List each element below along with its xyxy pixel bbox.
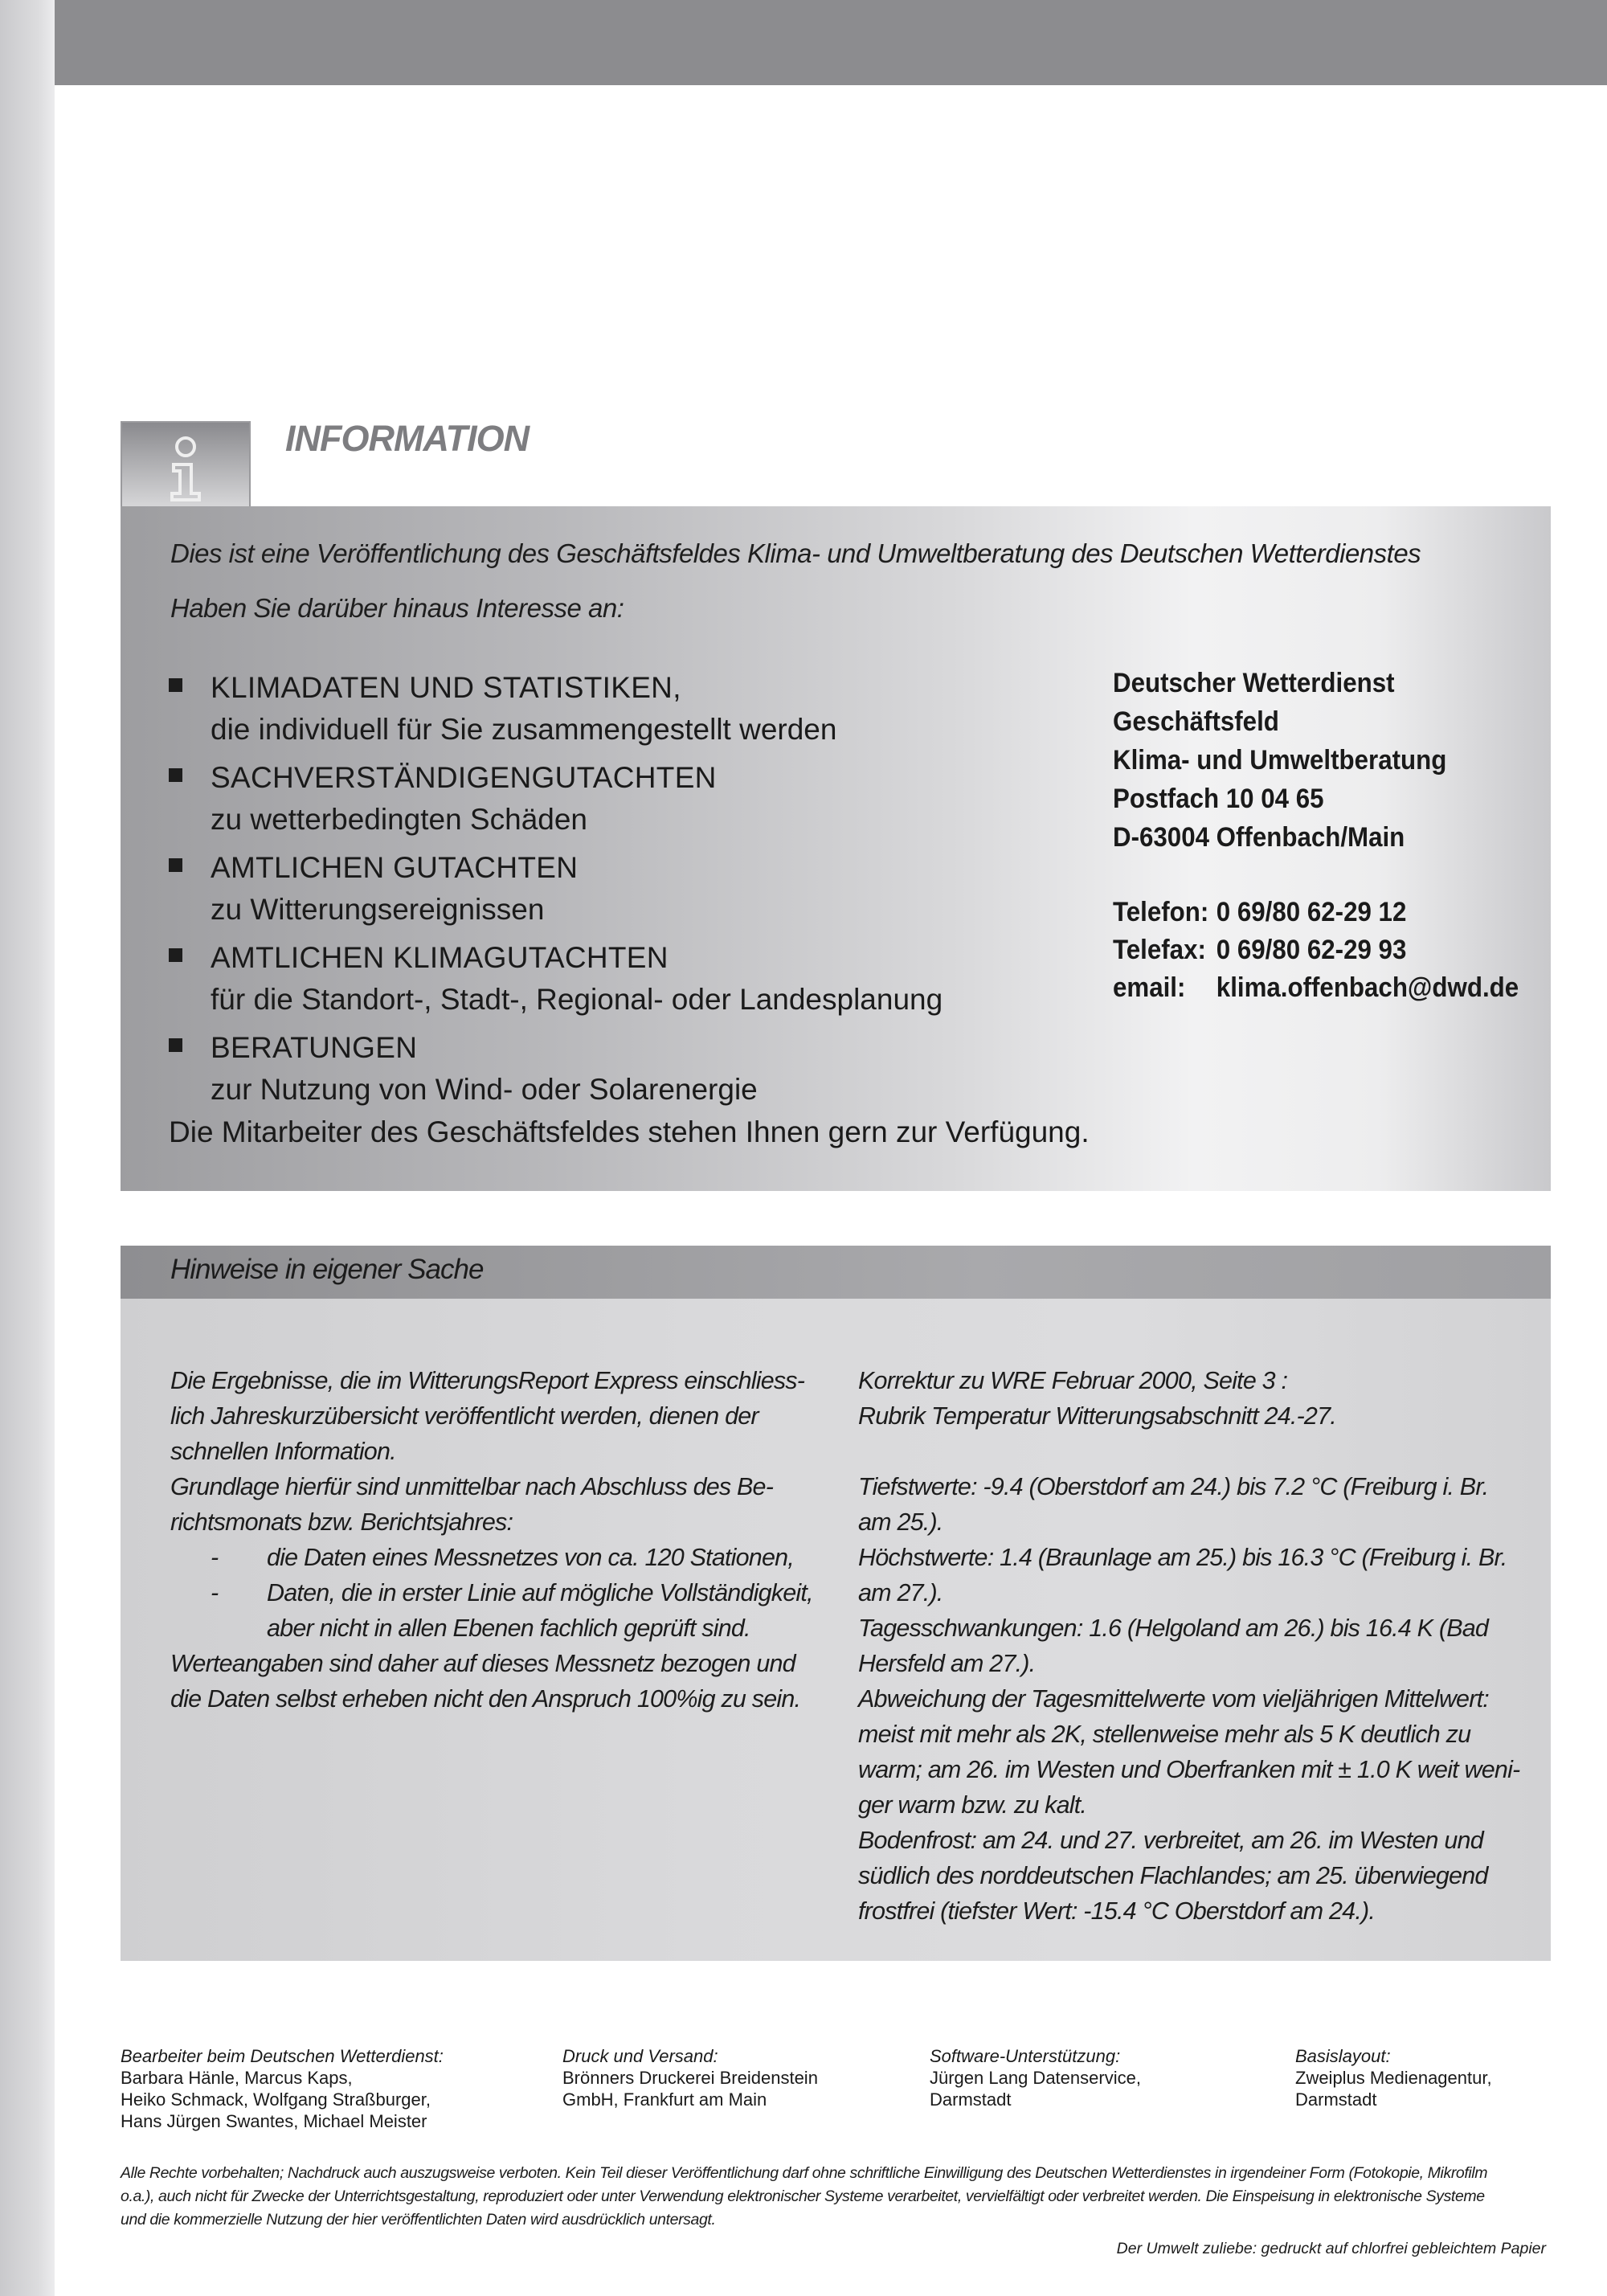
credit-editors <box>121 2045 444 2132</box>
bullet-icon <box>169 1038 182 1052</box>
address-line: Postfach 10 04 65 <box>1113 784 1324 814</box>
service-title: KLIMADATEN UND STATISTIKEN, <box>211 671 681 704</box>
credit-printing <box>562 2045 818 2110</box>
dash-item <box>170 1575 861 1646</box>
contact-label: email: <box>1113 972 1186 1003</box>
notes-header <box>121 1246 1551 1299</box>
list-item <box>169 937 1133 1021</box>
credit-line: GmbH, Frankfurt am Main <box>562 2089 767 2110</box>
info-intro: Dies ist eine Veröffentlichung des Geschäftsfeldes Klima- und Umweltberatung des Deutschen Wetterdienstes <box>170 538 1421 568</box>
contact-fax <box>1113 931 1519 969</box>
credit-line: Zweiplus Medienagentur, <box>1295 2068 1492 2088</box>
text-line: Bodenfrost: am 24. und 27. verbreitet, am 26. im Westen und <box>858 1827 1483 1854</box>
service-description: für die Standort-, Stadt-, Regional- oder Landesplanung <box>211 983 943 1016</box>
contact-block <box>1113 894 1519 1007</box>
service-title: SACHVERSTÄNDIGENGUTACHTEN <box>211 761 717 794</box>
credit-line: Jürgen Lang Datenservice, <box>930 2068 1141 2088</box>
text-line: warm; am 26. im Westen und Oberfranken mit ± 1.0 K weit weni- <box>858 1756 1520 1783</box>
legal-notice <box>121 2162 1551 2232</box>
spacer <box>858 1434 1533 1469</box>
text-line: Abweichung der Tagesmittelwerte vom vieljährigen Mittelwert: <box>858 1685 1489 1713</box>
contact-label: Telefon: <box>1113 897 1209 927</box>
text-line: aber nicht in allen Ebenen fachlich geprüft sind. <box>267 1615 750 1642</box>
contact-value: 0 69/80 62-29 93 <box>1216 935 1407 965</box>
info-icon <box>121 421 251 508</box>
dash-marker: - <box>211 1579 219 1606</box>
service-description: die individuell für Sie zusammengestellt werden <box>211 713 837 746</box>
info-closing: Die Mitarbeiter des Geschäftsfeldes stehen Ihnen gern zur Verfügung. <box>169 1115 1090 1148</box>
info-question: Haben Sie darüber hinaus Interesse an: <box>170 593 624 623</box>
contact-email <box>1113 969 1519 1007</box>
credit-software <box>930 2045 1141 2110</box>
legal-line: o.a.), auch nicht für Zwecke der Unterrichtsgestaltung, reproduziert oder unter Verwendung elektronischer Systeme verarbeitet, vervielfältigt oder verbreitet werden. Die Einspeisung in elektronische Systeme <box>121 2188 1485 2205</box>
notes-box <box>121 1299 1551 1961</box>
text-line: Hersfeld am 27.). <box>858 1650 1036 1677</box>
text-line: lich Jahreskurzübersicht veröffentlicht werden, dienen der <box>170 1402 759 1430</box>
text-line: richtsmonats bzw. Berichtsjahres: <box>170 1508 513 1536</box>
credit-line: Brönners Druckerei Breidenstein <box>562 2068 818 2088</box>
text-line: Höchstwerte: 1.4 (Braunlage am 25.) bis 16.3 °C (Freiburg i. Br. <box>858 1544 1507 1571</box>
service-description: zur Nutzung von Wind- oder Solarenergie <box>211 1073 758 1106</box>
credit-line: Darmstadt <box>930 2089 1012 2110</box>
text-line: Rubrik Temperatur Witterungsabschnitt 24.-27. <box>858 1402 1336 1430</box>
address-line: Klima- und Umweltberatung <box>1113 745 1447 776</box>
contact-value: 0 69/80 62-29 12 <box>1216 897 1407 927</box>
text-line: die Daten selbst erheben nicht den Anspruch 100%ig zu sein. <box>170 1685 801 1713</box>
notes-left-column <box>170 1363 861 1717</box>
credit-heading: Software-Unterstützung: <box>930 2046 1121 2066</box>
bullet-icon <box>169 678 182 692</box>
list-item <box>169 847 1133 931</box>
list-item <box>169 757 1133 841</box>
email-link[interactable]: klima.offenbach@dwd.de <box>1216 972 1519 1003</box>
contact-label: Telefax: <box>1113 935 1206 965</box>
service-description: zu Witterungsereignissen <box>211 893 545 926</box>
dash-item <box>170 1540 861 1575</box>
credit-layout <box>1295 2045 1492 2110</box>
eco-note: Der Umwelt zuliebe: gedruckt auf chlorfrei gebleichtem Papier <box>1116 2240 1546 2257</box>
address-block <box>1113 664 1446 857</box>
notes-right-column <box>858 1363 1533 1929</box>
text-line: am 25.). <box>858 1508 943 1536</box>
dash-marker: - <box>211 1544 219 1571</box>
address-line: D-63004 Offenbach/Main <box>1113 822 1405 853</box>
legal-line: Alle Rechte vorbehalten; Nachdruck auch auszugsweise verboten. Kein Teil dieser Veröffentlichung darf ohne schriftliche Einwilligung des Deutschen Wetterdienstes in irgendeiner Form (Fotokopie, Mikrofilm <box>121 2164 1488 2182</box>
list-item <box>169 667 1133 751</box>
info-box <box>121 506 1551 1191</box>
text-line: Grundlage hierfür sind unmittelbar nach Abschluss des Be- <box>170 1473 774 1500</box>
left-margin-strip <box>0 0 55 2296</box>
text-line: Werteangaben sind daher auf dieses Messnetz bezogen und <box>170 1650 795 1677</box>
list-item <box>169 1027 1133 1111</box>
credit-heading: Basislayout: <box>1295 2046 1391 2066</box>
credit-heading: Druck und Versand: <box>562 2046 718 2066</box>
service-title: AMTLICHEN GUTACHTEN <box>211 851 579 884</box>
address-line: Deutscher Wetterdienst <box>1113 668 1395 698</box>
text-line: Korrektur zu WRE Februar 2000, Seite 3 : <box>858 1367 1288 1394</box>
text-line: die Daten eines Messnetzes von ca. 120 Stationen, <box>267 1544 794 1571</box>
service-title: BERATUNGEN <box>211 1031 418 1064</box>
bullet-icon <box>169 768 182 782</box>
service-description: zu wetterbedingten Schäden <box>211 803 588 836</box>
contact-phone <box>1113 894 1519 931</box>
service-list <box>169 667 1133 1117</box>
credit-line: Barbara Hänle, Marcus Kaps, <box>121 2068 353 2088</box>
text-line: meist mit mehr als 2K, stellenweise mehr als 5 K deutlich zu <box>858 1721 1471 1748</box>
credit-line: Darmstadt <box>1295 2089 1377 2110</box>
text-line: Tiefstwerte: -9.4 (Oberstdorf am 24.) bis 7.2 °C (Freiburg i. Br. <box>858 1473 1489 1500</box>
text-line: am 27.). <box>858 1579 943 1606</box>
top-bar <box>55 0 1607 85</box>
text-line: südlich des norddeutschen Flachlandes; am 25. überwiegend <box>858 1862 1488 1889</box>
credit-line: Heiko Schmack, Wolfgang Straßburger, <box>121 2089 431 2110</box>
service-title: AMTLICHEN KLIMAGUTACHTEN <box>211 941 669 974</box>
address-line: Geschäftsfeld <box>1113 706 1279 737</box>
text-line: Die Ergebnisse, die im WitterungsReport Express einschliess- <box>170 1367 805 1394</box>
legal-line: und die kommerzielle Nutzung der hier veröffentlichten Daten wird ausdrücklich untersagt. <box>121 2211 716 2228</box>
text-line: Daten, die in erster Linie auf mögliche Vollständigkeit, <box>267 1579 813 1606</box>
text-line: ger warm bzw. zu kalt. <box>858 1791 1087 1819</box>
info-title: INFORMATION <box>285 418 530 459</box>
credit-line: Hans Jürgen Swantes, Michael Meister <box>121 2111 427 2131</box>
bullet-icon <box>169 948 182 962</box>
text-line: schnellen Information. <box>170 1438 396 1465</box>
notes-heading: Hinweise in eigener Sache <box>170 1254 484 1285</box>
text-line: frostfrei (tiefster Wert: -15.4 °C Oberstdorf am 24.). <box>858 1897 1376 1925</box>
text-line: Tagesschwankungen: 1.6 (Helgoland am 26.) bis 16.4 K (Bad <box>858 1615 1489 1642</box>
credit-heading: Bearbeiter beim Deutschen Wetterdienst: <box>121 2046 444 2066</box>
bullet-icon <box>169 858 182 872</box>
